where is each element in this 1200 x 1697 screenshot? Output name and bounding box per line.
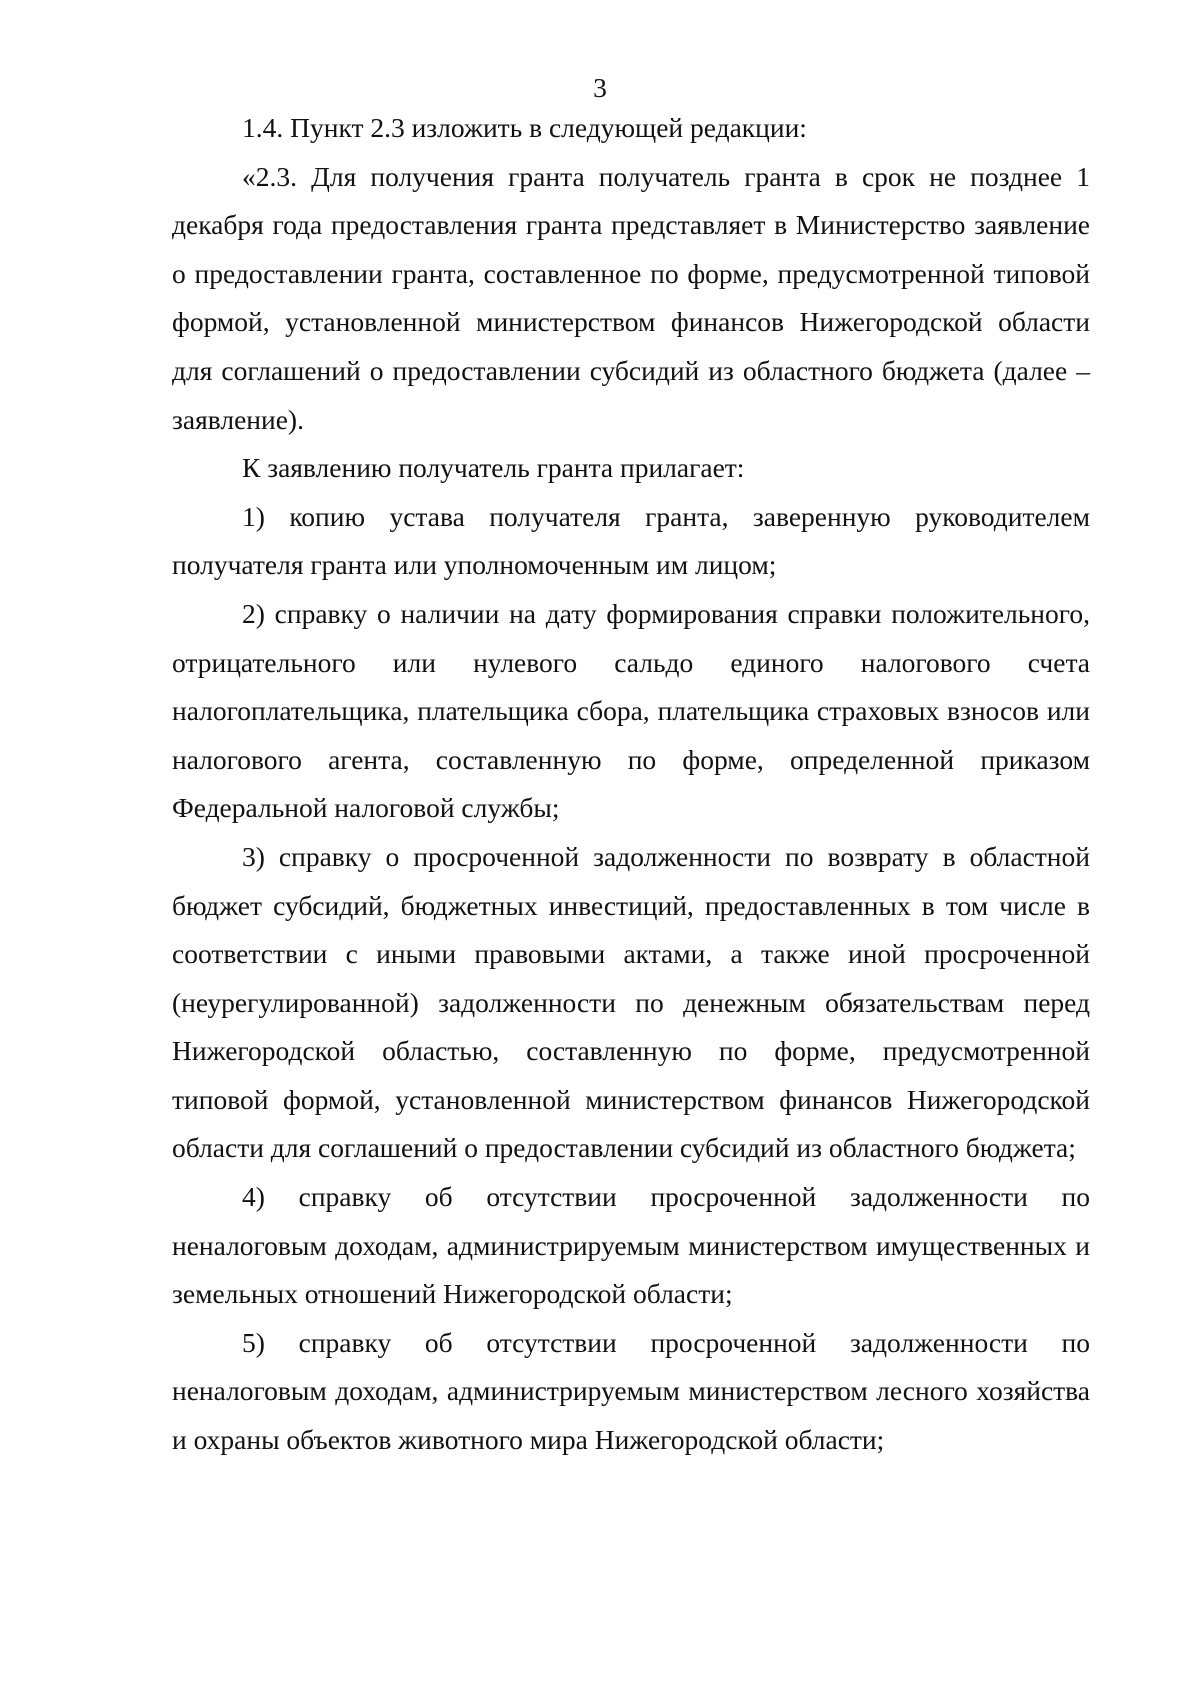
page-number: 3 bbox=[593, 72, 607, 103]
paragraph-amendment-intro: 1.4. Пункт 2.3 изложить в следующей редакции: bbox=[242, 112, 807, 143]
list-item-2: 2) справку о наличии на дату формирования справки положительного, отрицательного или нулевого сальдо единого налогового счета налогоплательщика, плательщика сбора, плательщика страховых взносов или налогового агента, составленную по форме, определенной приказом Федеральной налоговой службы; bbox=[172, 597, 1090, 824]
list-item-1: 1) копию устава получателя гранта, заверенную руководителем получателя гранта или уполномоченным им лицом; bbox=[172, 500, 1090, 581]
list-item-3: 3) справку о просроченной задолженности по возврату в областной бюджет субсидий, бюджетных инвестиций, предоставленных в том числе в соответствии с иными правовыми актами, а также иной просроченной (неурегулированной) задолженности по денежным обязательствам перед Нижегородской областью, составленную по форме, предусмотренной типовой формой, установленной министерством финансов Нижегородской области для соглашений о предоставлении субсидий из областного бюджета; bbox=[172, 840, 1090, 1164]
document-body bbox=[172, 104, 1090, 1465]
paragraph-clause-2-3: «2.3. Для получения гранта получатель гранта в срок не позднее 1 декабря года предоставления гранта представляет в Министерство заявление о предоставлении гранта, составленное по форме, предусмотренной типовой формой, установленной министерством финансов Нижегородской области для соглашений о предоставлении субсидий из областного бюджета (далее – заявление). bbox=[172, 160, 1090, 435]
list-item-4: 4) справку об отсутствии просроченной задолженности по неналоговым доходам, администрируемым министерством имущественных и земельных отношений Нижегородской области; bbox=[172, 1181, 1090, 1310]
list-item-5: 5) справку об отсутствии просроченной задолженности по неналоговым доходам, администрируемым министерством лесного хозяйства и охраны объектов животного мира Нижегородской области; bbox=[172, 1326, 1090, 1456]
paragraph-attachments-intro: К заявлению получатель гранта прилагает: bbox=[242, 452, 745, 484]
